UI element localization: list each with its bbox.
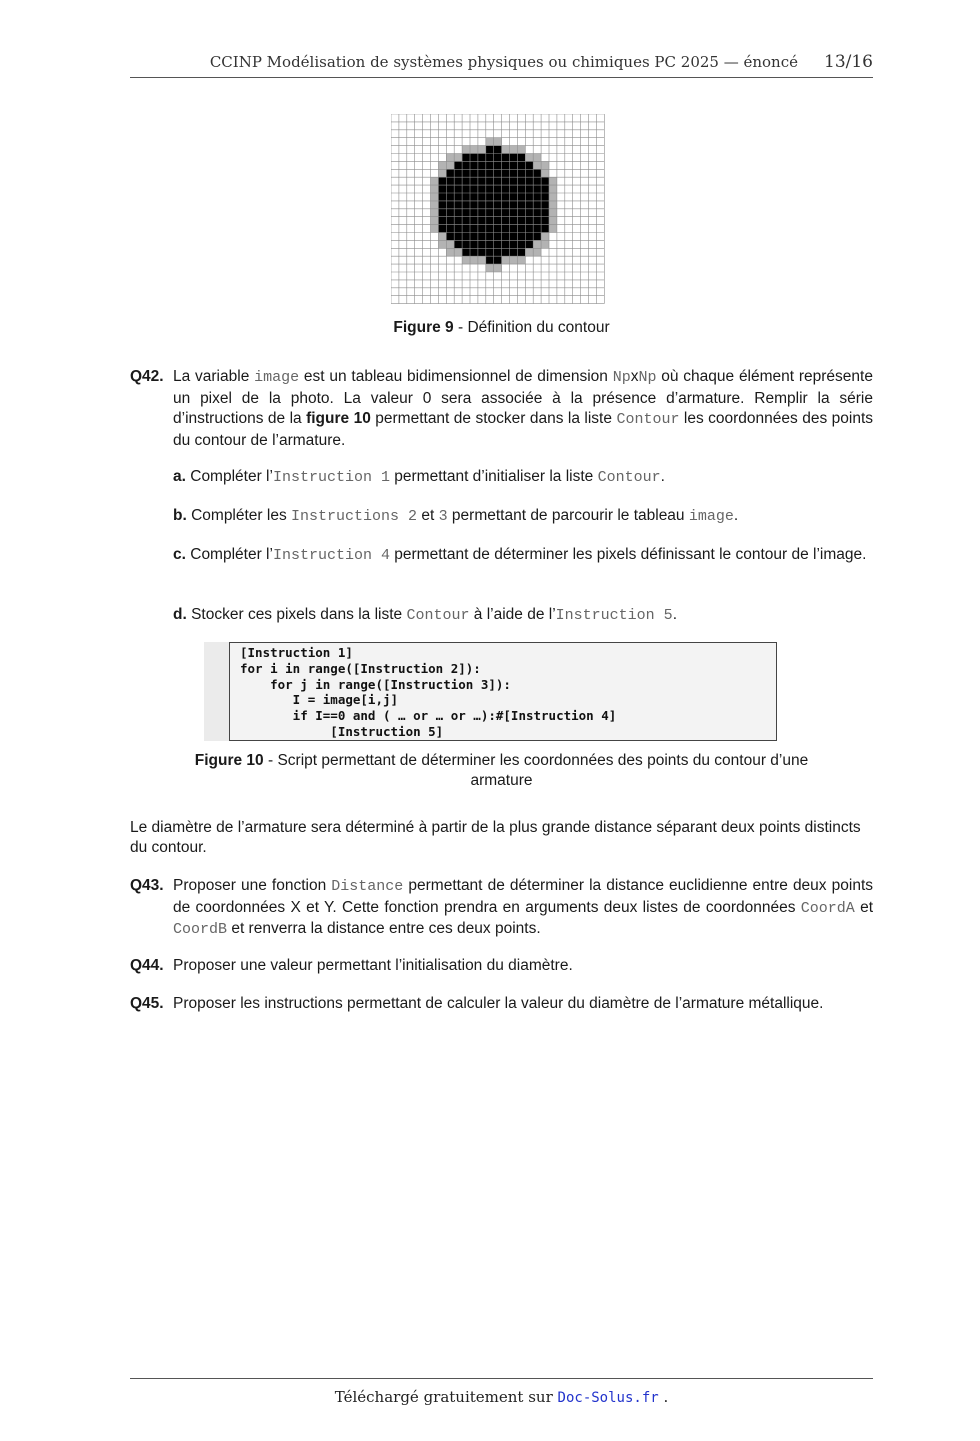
disc-pixel <box>502 248 510 256</box>
disc-pixel <box>494 177 502 185</box>
q43-code-coorda: CoordA <box>800 899 855 917</box>
disc-pixel <box>470 201 478 209</box>
disc-pixel <box>533 185 541 193</box>
disc-pixel <box>486 169 494 177</box>
question-q42 <box>130 367 873 451</box>
q42-item-a <box>173 466 873 488</box>
disc-pixel <box>462 177 470 185</box>
disc-pixel <box>454 193 462 201</box>
disc-pixel <box>486 256 494 264</box>
disc-pixel <box>478 225 486 233</box>
figure10-caption-line2: armature <box>470 772 533 789</box>
disc-pixel <box>470 169 478 177</box>
disc-pixel <box>510 193 518 201</box>
q42-label: Q42. <box>130 368 164 385</box>
item-label: b. <box>173 507 187 524</box>
disc-pixel <box>438 217 446 225</box>
disc-pixel <box>533 201 541 209</box>
figure9-caption <box>130 318 873 338</box>
disc-pixel <box>541 201 549 209</box>
contour-pixel <box>494 264 502 272</box>
contour-pixel <box>525 248 533 256</box>
contour-pixel <box>549 217 557 225</box>
contour-pixel <box>549 185 557 193</box>
q43-label: Q43. <box>130 877 164 894</box>
disc-pixel <box>454 161 462 169</box>
disc-pixel <box>517 233 525 241</box>
disc-pixel <box>502 240 510 248</box>
contour-pixel <box>517 146 525 154</box>
disc-pixel <box>510 161 518 169</box>
disc-pixel <box>502 185 510 193</box>
disc-pixel <box>525 225 533 233</box>
disc-pixel <box>438 185 446 193</box>
disc-pixel <box>525 217 533 225</box>
disc-pixel <box>533 209 541 217</box>
q43-code-distance: Distance <box>331 878 404 895</box>
disc-pixel <box>478 240 486 248</box>
contour-pixel <box>454 248 462 256</box>
item-code: Contour <box>406 607 470 624</box>
footer-link[interactable]: Doc-Solus.fr <box>557 1390 659 1406</box>
disc-pixel <box>462 201 470 209</box>
item-text: permettant d’initialiser la liste <box>389 468 598 485</box>
disc-pixel <box>438 209 446 217</box>
contour-pixel <box>502 146 510 154</box>
disc-pixel <box>494 240 502 248</box>
code-line: for j in range([Instruction 3]): <box>240 677 511 692</box>
disc-pixel <box>517 240 525 248</box>
disc-pixel <box>517 225 525 233</box>
disc-pixel <box>525 193 533 201</box>
disc-pixel <box>494 201 502 209</box>
disc-pixel <box>494 217 502 225</box>
contour-pixel <box>549 209 557 217</box>
contour-pixel <box>549 177 557 185</box>
item-label: c. <box>173 546 186 563</box>
contour-pixel <box>431 225 439 233</box>
q42-item-c <box>173 544 873 566</box>
footer-rule <box>130 1378 873 1379</box>
disc-pixel <box>446 233 454 241</box>
page-header <box>130 52 873 72</box>
disc-pixel <box>446 169 454 177</box>
disc-pixel <box>454 209 462 217</box>
disc-pixel <box>502 193 510 201</box>
q42-item-b <box>173 505 873 527</box>
disc-pixel <box>525 169 533 177</box>
item-text: . <box>672 606 677 623</box>
disc-pixel <box>533 225 541 233</box>
disc-pixel <box>517 217 525 225</box>
disc-pixel <box>454 240 462 248</box>
page-footer <box>130 1388 873 1406</box>
item-text: permettant de déterminer les pixels définissant le contour de l’image. <box>389 546 867 563</box>
contour-pixel <box>533 154 541 162</box>
disc-pixel <box>525 161 533 169</box>
figure9-label: Figure 9 <box>393 319 454 336</box>
disc-pixel <box>510 201 518 209</box>
disc-pixel <box>446 193 454 201</box>
contour-pixel <box>470 146 478 154</box>
disc-pixel <box>525 209 533 217</box>
disc-pixel <box>486 185 494 193</box>
disc-pixel <box>454 217 462 225</box>
disc-pixel <box>502 169 510 177</box>
contour-pixel <box>431 201 439 209</box>
disc-pixel <box>462 217 470 225</box>
contour-pixel <box>541 169 549 177</box>
disc-pixel <box>502 177 510 185</box>
disc-pixel <box>494 248 502 256</box>
disc-pixel <box>541 209 549 217</box>
disc-pixel <box>541 193 549 201</box>
disc-pixel <box>454 169 462 177</box>
item-text: Compléter l’ <box>185 468 273 485</box>
item-code: Instruction 5 <box>555 607 673 624</box>
disc-pixel <box>478 177 486 185</box>
contour-pixel <box>438 233 446 241</box>
code-listing <box>229 642 777 741</box>
disc-pixel <box>517 185 525 193</box>
contour-pixel <box>510 256 518 264</box>
disc-pixel <box>470 161 478 169</box>
page-number: 13/16 <box>824 52 873 72</box>
disc-pixel <box>525 185 533 193</box>
item-code: Instruction 4 <box>272 547 390 564</box>
disc-pixel <box>510 169 518 177</box>
contour-pixel <box>541 233 549 241</box>
disc-pixel <box>486 240 494 248</box>
contour-pixel <box>533 240 541 248</box>
contour-pixel <box>470 256 478 264</box>
disc-pixel <box>533 217 541 225</box>
disc-pixel <box>502 209 510 217</box>
q43-text-part: et renverra la distance entre ces deux points. <box>227 920 541 937</box>
disc-pixel <box>446 225 454 233</box>
disc-pixel <box>446 201 454 209</box>
q42-bold-ref: figure 10 <box>306 410 371 427</box>
question-q45 <box>130 994 873 1015</box>
contour-pixel <box>549 201 557 209</box>
q42-text-part: permettant de stocker dans la liste <box>370 410 617 427</box>
q45-text: Proposer les instructions permettant de calculer la valeur du diamètre de l’armature métallique. <box>173 995 824 1012</box>
item-code: Contour <box>597 469 661 486</box>
disc-pixel <box>462 185 470 193</box>
disc-pixel <box>486 233 494 241</box>
disc-pixel <box>494 169 502 177</box>
disc-pixel <box>478 161 486 169</box>
disc-pixel <box>478 248 486 256</box>
disc-pixel <box>462 154 470 162</box>
disc-pixel <box>438 201 446 209</box>
item-label: d. <box>173 606 187 623</box>
disc-pixel <box>446 185 454 193</box>
figure10-caption <box>130 751 873 791</box>
contour-pixel <box>431 209 439 217</box>
q44-label: Q44. <box>130 957 164 974</box>
disc-pixel <box>470 154 478 162</box>
disc-pixel <box>510 154 518 162</box>
contour-pixel <box>525 154 533 162</box>
contour-pixel <box>431 217 439 225</box>
disc-pixel <box>494 161 502 169</box>
q42-code-image: image <box>254 369 300 386</box>
disc-pixel <box>541 185 549 193</box>
disc-pixel <box>470 177 478 185</box>
disc-pixel <box>486 248 494 256</box>
disc-pixel <box>510 225 518 233</box>
disc-pixel <box>517 248 525 256</box>
disc-pixel <box>502 217 510 225</box>
q44-text: Proposer une valeur permettant l’initialisation du diamètre. <box>173 957 573 974</box>
disc-pixel <box>470 217 478 225</box>
code-line: if I==0 and ( … or … or …):#[Instruction 4] <box>240 708 617 723</box>
contour-pixel <box>486 264 494 272</box>
contour-pixel <box>549 225 557 233</box>
disc-pixel <box>510 177 518 185</box>
q42-text-part: est un tableau bidimensionnel de dimension <box>299 368 613 385</box>
disc-pixel <box>486 193 494 201</box>
q42-code-np: Np <box>612 369 631 386</box>
disc-pixel <box>486 146 494 154</box>
disc-pixel <box>525 201 533 209</box>
contour-pixel <box>517 256 525 264</box>
disc-pixel <box>446 209 454 217</box>
disc-pixel <box>462 193 470 201</box>
disc-pixel <box>541 177 549 185</box>
q42-text-part: La variable <box>173 368 255 385</box>
disc-pixel <box>502 225 510 233</box>
contour-pixel <box>438 169 446 177</box>
disc-pixel <box>462 240 470 248</box>
disc-pixel <box>510 233 518 241</box>
q43-text-part: permettant de déterminer la distance euclidienne entre deux points de coordonnées X et Y. Cette fonction prendra en arguments deux listes de coordonnées <box>173 877 873 916</box>
contour-pixel <box>478 256 486 264</box>
disc-pixel <box>517 193 525 201</box>
disc-pixel <box>462 225 470 233</box>
disc-pixel <box>486 225 494 233</box>
header-title: CCINP Modélisation de systèmes physiques ou chimiques PC 2025 — énoncé <box>209 53 798 71</box>
contour-pixel <box>462 146 470 154</box>
disc-pixel <box>438 193 446 201</box>
disc-pixel <box>486 161 494 169</box>
disc-pixel <box>470 209 478 217</box>
disc-pixel <box>478 169 486 177</box>
contour-pixel <box>446 154 454 162</box>
item-text: permettant de parcourir le tableau <box>447 507 689 524</box>
disc-pixel <box>502 154 510 162</box>
disc-pixel <box>478 154 486 162</box>
code-line: [Instruction 5] <box>240 724 444 739</box>
disc-pixel <box>446 177 454 185</box>
disc-pixel <box>494 225 502 233</box>
contour-pixel <box>494 138 502 146</box>
item-code: Instruction 1 <box>272 469 390 486</box>
item-text: . <box>660 468 665 485</box>
q45-label: Q45. <box>130 995 164 1012</box>
diameter-paragraph: Le diamètre de l’armature sera déterminé à partir de la plus grande distance séparant deux points distincts du contour. <box>130 819 861 856</box>
contour-pixel <box>446 161 454 169</box>
contour-pixel <box>431 177 439 185</box>
contour-pixel <box>486 138 494 146</box>
contour-pixel <box>549 193 557 201</box>
disc-pixel <box>525 240 533 248</box>
item-text: Compléter l’ <box>185 546 273 563</box>
disc-pixel <box>462 209 470 217</box>
item-text: et <box>417 507 439 524</box>
disc-pixel <box>470 193 478 201</box>
disc-pixel <box>470 240 478 248</box>
contour-pixel <box>438 161 446 169</box>
q42-code-contour: Contour <box>616 411 680 428</box>
disc-pixel <box>510 240 518 248</box>
disc-pixel <box>510 248 518 256</box>
disc-pixel <box>478 209 486 217</box>
q42-item-d <box>173 604 873 626</box>
disc-pixel <box>510 209 518 217</box>
disc-pixel <box>517 169 525 177</box>
q42-text-part: où chaque élément représente un pixel de la photo. La valeur 0 sera associée à la présence d’armature. Remplir la série d’instructions de la <box>173 368 873 427</box>
item-label: a. <box>173 468 186 485</box>
footer-end: . <box>658 1388 669 1406</box>
disc-pixel <box>517 177 525 185</box>
question-q44 <box>130 956 873 977</box>
disc-pixel <box>517 201 525 209</box>
disc-pixel <box>470 185 478 193</box>
figure9-caption-text: - Définition du contour <box>453 319 610 336</box>
disc-pixel <box>478 201 486 209</box>
disc-pixel <box>462 161 470 169</box>
disc-pixel <box>517 161 525 169</box>
contour-pixel <box>454 154 462 162</box>
disc-pixel <box>533 169 541 177</box>
contour-pixel <box>502 256 510 264</box>
disc-pixel <box>533 193 541 201</box>
disc-pixel <box>438 225 446 233</box>
disc-pixel <box>525 177 533 185</box>
disc-pixel <box>494 193 502 201</box>
q42-code-np: Np <box>638 369 657 386</box>
disc-pixel <box>454 233 462 241</box>
footer-text: Téléchargé gratuitement sur <box>334 1388 558 1406</box>
disc-pixel <box>494 209 502 217</box>
figure10-caption-line1: - Script permettant de déterminer les coordonnées des points du contour d’une <box>263 752 809 769</box>
contour-pixel <box>446 248 454 256</box>
q43-text <box>173 876 873 941</box>
disc-pixel <box>486 217 494 225</box>
disc-pixel <box>462 233 470 241</box>
contour-pixel <box>446 240 454 248</box>
contour-pixel <box>533 161 541 169</box>
question-q43 <box>130 876 873 941</box>
disc-pixel <box>478 217 486 225</box>
disc-pixel <box>478 193 486 201</box>
item-code: image <box>688 508 734 525</box>
disc-pixel <box>510 185 518 193</box>
disc-pixel <box>494 233 502 241</box>
disc-pixel <box>517 154 525 162</box>
item-text: . <box>733 507 739 524</box>
contour-pixel <box>462 256 470 264</box>
contour-pixel <box>510 146 518 154</box>
header-rule <box>130 77 873 78</box>
disc-pixel <box>494 185 502 193</box>
disc-pixel <box>502 161 510 169</box>
disc-pixel <box>462 169 470 177</box>
contour-pixel <box>533 248 541 256</box>
disc-pixel <box>541 217 549 225</box>
disc-pixel <box>525 233 533 241</box>
contour-pixel <box>541 161 549 169</box>
disc-pixel <box>494 256 502 264</box>
item-text: à l’aide de l’ <box>469 606 556 623</box>
item-text: Stocker ces pixels dans la liste <box>186 606 407 623</box>
disc-pixel <box>541 225 549 233</box>
q42-text <box>173 367 873 451</box>
disc-pixel <box>486 209 494 217</box>
contour-pixel <box>431 185 439 193</box>
disc-pixel <box>478 185 486 193</box>
disc-pixel <box>454 201 462 209</box>
disc-pixel <box>533 233 541 241</box>
q43-text-part: Proposer une fonction <box>173 877 332 894</box>
q42-text-part: les coordonnées des points du contour de l’armature. <box>173 410 873 449</box>
disc-pixel <box>494 146 502 154</box>
code-line: for i in range([Instruction 2]): <box>240 661 481 676</box>
disc-pixel <box>502 233 510 241</box>
code-line: [Instruction 1] <box>240 645 353 660</box>
disc-pixel <box>533 177 541 185</box>
contour-pixel <box>438 240 446 248</box>
disc-pixel <box>502 201 510 209</box>
disc-pixel <box>454 225 462 233</box>
disc-pixel <box>486 201 494 209</box>
disc-pixel <box>454 177 462 185</box>
disc-pixel <box>470 233 478 241</box>
disc-pixel <box>517 209 525 217</box>
disc-pixel <box>462 248 470 256</box>
disc-pixel <box>470 225 478 233</box>
disc-pixel <box>494 154 502 162</box>
item-text: Compléter les <box>186 507 292 524</box>
item-code: Instructions 2 <box>291 508 418 525</box>
contour-pixel <box>478 146 486 154</box>
q43-code-coordb: CoordB <box>173 921 228 938</box>
disc-pixel <box>454 185 462 193</box>
contour-pixel <box>541 240 549 248</box>
q43-text-part: et <box>854 898 874 916</box>
contour-pixel <box>431 193 439 201</box>
disc-pixel <box>510 217 518 225</box>
q42-text-part: x <box>630 368 639 385</box>
disc-pixel <box>438 177 446 185</box>
figure10-code-block <box>204 642 777 741</box>
figure9-pixel-grid <box>391 114 609 308</box>
disc-pixel <box>446 217 454 225</box>
code-line: I = image[i,j] <box>240 692 399 707</box>
item-code: 3 <box>438 508 448 525</box>
disc-pixel <box>486 154 494 162</box>
figure10-label: Figure 10 <box>194 752 264 769</box>
disc-pixel <box>486 177 494 185</box>
disc-pixel <box>470 248 478 256</box>
disc-pixel <box>478 233 486 241</box>
